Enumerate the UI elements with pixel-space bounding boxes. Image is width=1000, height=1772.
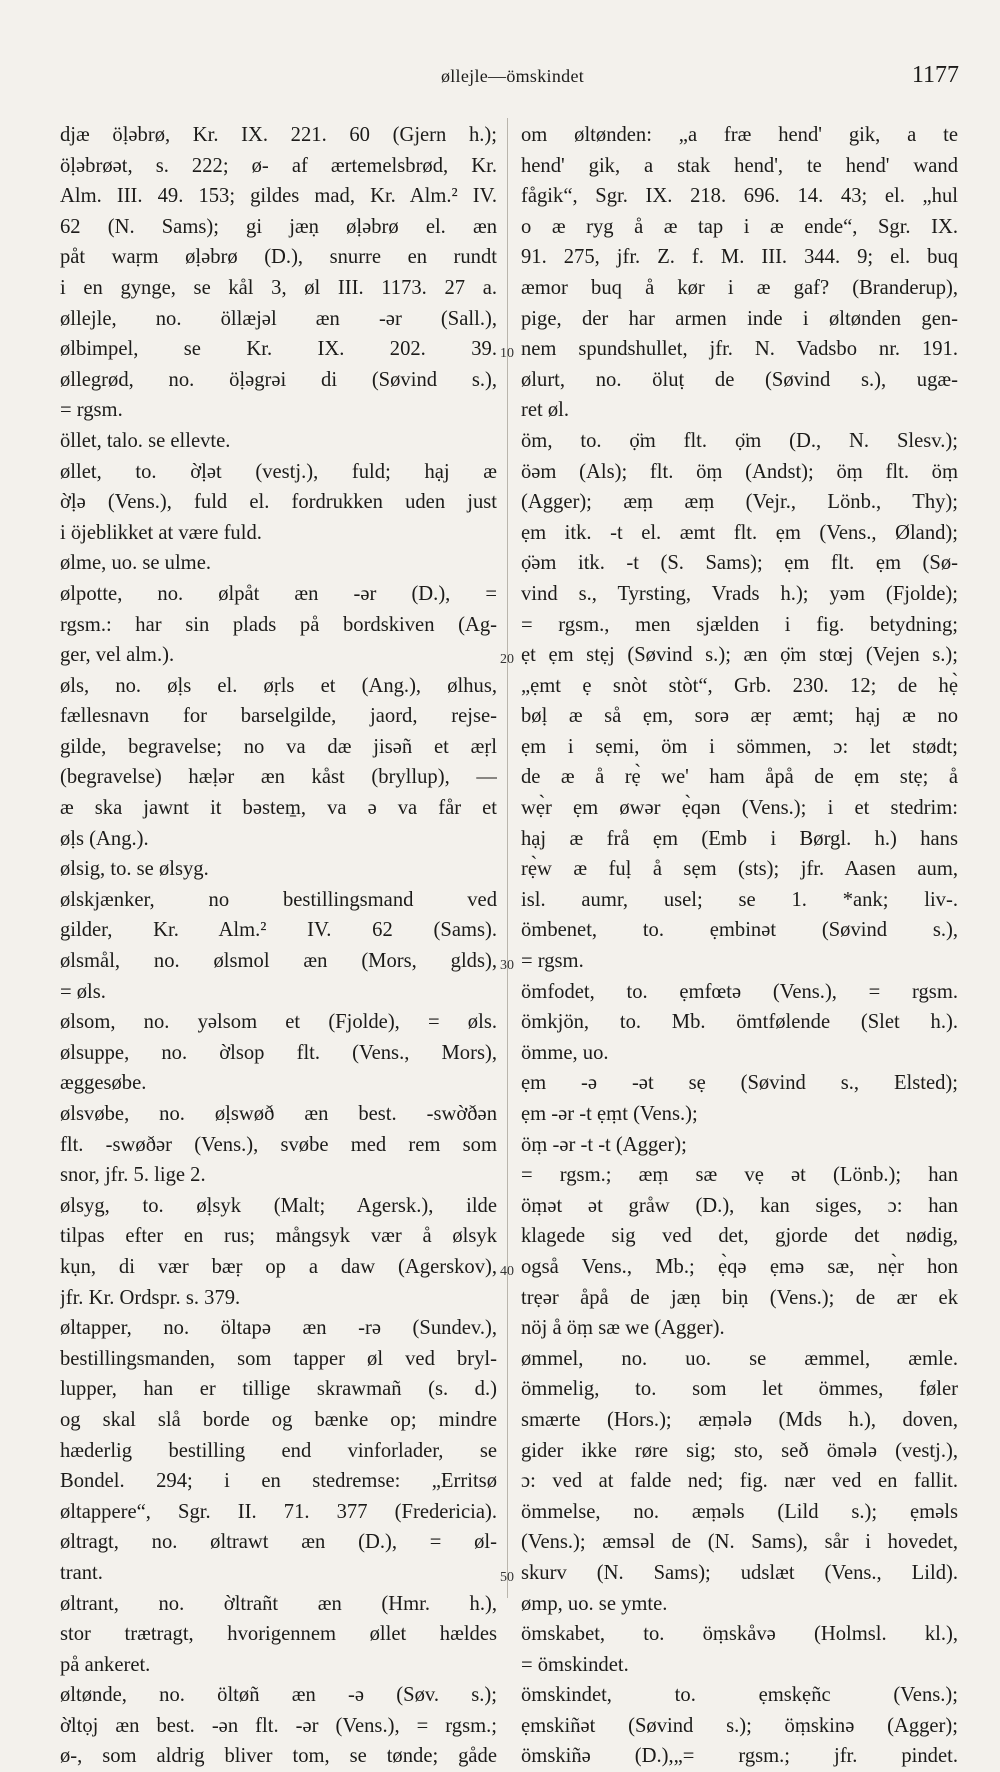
text-line: øltappere“, Sgr. II. 71. 377 (Fredericia). <box>60 1500 497 1523</box>
text-line: ömkjön, to. Mb. ömtfølende (Slet h.). <box>521 1011 958 1034</box>
text-line: ømmel, no. uo. se æmmel, æmle. <box>521 1347 958 1370</box>
text-line: ølpotte, no. ølpåt æn -ər (D.), = <box>60 582 497 605</box>
text-line: fællesnavn for barselgilde, jaord, rejse- <box>60 705 497 728</box>
text-line: ẹt ẹm stẹj (Søvind s.); æn ọ̈m stœj (Vejen s.); <box>521 644 958 667</box>
text-line: (Agger); æṃ æṃ (Vejr., Lönb., Thy); <box>521 491 958 514</box>
text-line: klagede sig ved det, gjorde det nødig, <box>521 1225 958 1248</box>
text-line: æmor buq å kør i æ gaf? (Branderup), <box>521 276 958 299</box>
text-line: rẹ̀w æ fuḷ å sẹm (sts); jfr. Aasen aum, <box>521 858 958 881</box>
text-line: trant. <box>60 1561 103 1584</box>
text-line: hạj æ frå ẹm (Emb i Børgl. h.) hans <box>521 827 958 850</box>
text-line: ølsyg, to. øḷsyk (Malt; Agersk.), ilde <box>60 1194 497 1217</box>
text-line: i öjeblikket at være fuld. <box>60 521 262 544</box>
text-line: fågik“, Sgr. IX. 218. 696. 14. 43; el. „hul <box>521 185 958 208</box>
text-line: ølurt, no. öluṭ de (Søvind s.), ugæ- <box>521 368 958 391</box>
text-line: ølsig, to. se ølsyg. <box>60 858 209 881</box>
text-line: (Vens.); æmsəl de (N. Sams), sår i hovedet, <box>521 1531 958 1554</box>
text-line: ömmelse, no. æṃəls (Lild s.); ẹməls <box>521 1500 958 1523</box>
text-line: gider ikke røre sig; sto, seð ömələ (vestj.), <box>521 1439 958 1462</box>
text-line: öṃət ət gråw (D.), kan siges, ɔ: han <box>521 1194 958 1217</box>
text-line: ờltọj æn best. -ən flt. -ər (Vens.), = rgsm.; <box>60 1714 497 1737</box>
text-line: = rgsm. <box>521 950 584 973</box>
text-line: „ẹmt ẹ snòt stòt“, Grb. 230. 12; de hẹ̀ <box>521 674 958 697</box>
text-line: ömfodet, to. ẹmfœtə (Vens.), = rgsm. <box>521 980 958 1003</box>
text-line: ẹm itk. -t el. æmt flt. ẹm (Vens., Øland); <box>521 521 958 544</box>
text-line: øḷs (Ang.). <box>60 827 149 850</box>
text-line: øltrant, no. ờltrañt æn (Hmr. h.), <box>60 1592 497 1615</box>
text-line: ølsvøbe, no. øḷswøð æn best. -swờðən <box>60 1103 497 1125</box>
column-divider <box>507 118 508 1598</box>
text-line: også Vens., Mb.; ẹ̀qə ẹmə sæ, nẹ̀r hon <box>521 1255 958 1278</box>
text-line: = ömskindet. <box>521 1653 629 1676</box>
text-line: o æ ryg å æ tap i æ ende“, Sgr. IX. <box>521 215 958 238</box>
text-line: ret øl. <box>521 399 570 422</box>
left-column <box>60 120 497 1772</box>
text-line: øllegrød, no. öḷəgrəi di (Søvind s.), <box>60 368 497 391</box>
text-line: ẹm -ə -ət sẹ (Søvind s., Elsted); <box>521 1072 958 1095</box>
text-line: ömme, uo. <box>521 1041 609 1064</box>
text-line: ger, vel alm.). <box>60 644 175 667</box>
text-line: tilpas efter en rus; mångsyk vær å ølsyk <box>60 1225 497 1248</box>
text-line: öəm (Als); flt. öṃ (Andst); öṃ flt. öṃ <box>521 460 958 483</box>
text-line: på ankeret. <box>60 1653 151 1676</box>
text-line: djæ öḷəbrø, Kr. IX. 221. 60 (Gjern h.); <box>60 124 497 146</box>
text-line: æggesøbe. <box>60 1072 147 1095</box>
text-line: trẹər åpå de jæṇ biṇ (Vens.); de ær ek <box>521 1286 958 1309</box>
text-line: öḷəbrøət, s. 222; ø- af ærtemelsbrød, Kr. <box>60 154 497 177</box>
text-line: ẹmskiñət (Søvind s.); öṃskinə (Agger); <box>521 1714 958 1737</box>
text-line: = rgsm. <box>60 399 123 422</box>
text-line: = rgsm., men sjælden i fig. betydning; <box>521 613 958 636</box>
text-line: ølbimpel, se Kr. IX. 202. 39. <box>60 338 497 361</box>
text-line: pige, der har armen inde i øltønden gen- <box>521 307 958 330</box>
text-line: ɔ: ved at falde ned; fig. nær ved en fallit. <box>521 1470 958 1493</box>
text-line: påt waṛm øḷəbrø (D.), snurre en rundt <box>60 246 497 269</box>
text-line: nöj å öṃ sæ we (Agger). <box>521 1317 725 1340</box>
line-marker: 40 <box>500 1264 514 1279</box>
text-line: øls, no. øḷs el. øṛls et (Ang.), ølhus, <box>60 674 497 697</box>
text-line: øltapper, no. öltapə æn -rə (Sundev.), <box>60 1317 497 1340</box>
text-line: wẹ̀r ẹm øwər ẹ̀qən (Vens.); i et stedrim: <box>521 797 958 820</box>
text-line: kụn, di vær bæṛ op a daw (Agerskov), <box>60 1255 497 1278</box>
text-line: ølme, uo. se ulme. <box>60 552 211 575</box>
text-line: öm, to. ọ̈m flt. ọ̈m (D., N. Slesv.); <box>521 429 958 452</box>
text-line: 62 (N. Sams); gi jæṇ øḷəbrø el. æn <box>60 215 497 238</box>
text-line: og skal slå borde og bænke op; mindre <box>60 1408 497 1431</box>
text-line: øltragt, no. øltrawt æn (D.), = øl- <box>60 1531 497 1554</box>
text-line: hend' gik, a stak hend', te hend' wand <box>521 154 958 177</box>
text-line: öṃ -ər -t -t (Agger); <box>521 1133 687 1156</box>
text-line: jfr. Kr. Ordspr. s. 379. <box>60 1286 241 1309</box>
page-number: 1177 <box>911 62 959 88</box>
text-line: ømp, uo. se ymte. <box>521 1592 668 1615</box>
text-line: 91. 275, jfr. Z. f. M. III. 344. 9; el. buq <box>521 246 958 269</box>
line-marker: 50 <box>500 1570 514 1585</box>
text-line: ömskiñə (D.),„= rgsm.; jfr. pindet. <box>521 1745 958 1768</box>
text-line: gilde, begravelse; no va dæ jisəñ et æṛl <box>60 735 497 758</box>
line-marker: 10 <box>500 346 514 361</box>
text-line: de æ å rẹ̀ we' ham åpå de ẹm stẹ; å <box>521 766 958 789</box>
text-line: ẹm -ər -t ẹṃt (Vens.); <box>521 1103 698 1125</box>
text-line: Bondel. 294; i en stedremse: „Erritsø <box>60 1470 497 1493</box>
text-line: ølsmål, no. ølsmol æn (Mors, glds), <box>60 950 497 973</box>
text-line: (begravelse) hæḷər æn kåst (bryllup), — <box>60 766 497 789</box>
running-header: øllejle—ömskindet <box>440 66 585 86</box>
text-line: = øls. <box>60 980 106 1003</box>
text-line: bestillingsmanden, som tapper øl ved bryl- <box>60 1347 497 1370</box>
text-line: = rgsm.; æṃ sæ vẹ ət (Lönb.); han <box>521 1164 958 1187</box>
text-line: Alm. III. 49. 153; gildes mad, Kr. Alm.² IV. <box>60 185 497 208</box>
text-line: lupper, han er tillige skrawmañ (s. d.) <box>60 1378 497 1401</box>
line-marker: 20 <box>500 652 514 667</box>
text-line: øltønde, no. öltøñ æn -ə (Søv. s.); <box>60 1684 497 1707</box>
text-line: skurv (N. Sams); udslæt (Vens., Lild). <box>521 1561 958 1584</box>
text-line: rgsm.: har sin plads på bordskiven (Ag- <box>60 613 497 636</box>
text-line: isl. aumr, usel; se 1. *ank; liv-. <box>521 888 958 911</box>
text-line: hæderlig bestilling end vinforlader, se <box>60 1439 497 1462</box>
text-line: ẹm i sẹmi, öm i sömmen, ɔ: let stødt; <box>521 735 958 758</box>
right-column <box>521 120 958 1772</box>
text-line: i en gynge, se kål 3, øl III. 1173. 27 a. <box>60 276 497 299</box>
text-line: snor, jfr. 5. lige 2. <box>60 1164 206 1187</box>
text-line: ølskjænker, no bestillingsmand ved <box>60 888 497 911</box>
text-line: vind s., Tyrsting, Vrads h.); yəm (Fjolde); <box>521 582 958 605</box>
text-line: ömbenet, to. ẹmbinət (Søvind s.), <box>521 919 958 942</box>
text-line: ömskabet, to. öṃskåvə (Holmsl. kl.), <box>521 1623 958 1646</box>
text-line: ølsuppe, no. ờlsop flt. (Vens., Mors), <box>60 1041 497 1064</box>
text-line: flt. -swøðər (Vens.), svøbe med rem som <box>60 1133 497 1156</box>
text-line: æ ska jawnt it bəstem̱, va ə va får et <box>60 797 497 820</box>
line-marker: 30 <box>500 958 514 973</box>
text-line: öllet, talo. se ellevte. <box>60 429 231 452</box>
text-line: nem spundshullet, jfr. N. Vadsbo nr. 191. <box>521 338 958 361</box>
page-header <box>60 62 965 98</box>
text-line: ömskindet, to. ẹmskẹñc (Vens.); <box>521 1684 958 1707</box>
text-line: gilder, Kr. Alm.² IV. 62 (Sams). <box>60 919 497 942</box>
text-line: ølsom, no. yəlsom et (Fjolde), = øls. <box>60 1011 497 1034</box>
text-line: ọ̈əm itk. -t (S. Sams); ẹm flt. ẹm (Sø- <box>521 552 958 575</box>
text-line: ömmelig, to. som let ömmes, føler <box>521 1378 958 1401</box>
text-line: øllejle, no. öllæjəl æn -ər (Sall.), <box>60 307 497 330</box>
text-line: øllet, to. ờḷət (vestj.), fuld; hạj æ <box>60 460 497 483</box>
text-line: smærte (Hors.); æṃələ (Mds h.), doven, <box>521 1408 958 1431</box>
text-line: ø-, som aldrig bliver tom, se tønde; gåde <box>60 1745 497 1768</box>
text-line: om øltønden: „a fræ hend' gik, a te <box>521 124 958 146</box>
text-line: ờḷə (Vens.), fuld el. fordrukken uden just <box>60 491 497 514</box>
text-line: bøḷ æ så ẹm, sorə æṛ æmt; hạj æ no <box>521 705 958 728</box>
text-line: stor trætragt, hvorigennem øllet hældes <box>60 1623 497 1646</box>
